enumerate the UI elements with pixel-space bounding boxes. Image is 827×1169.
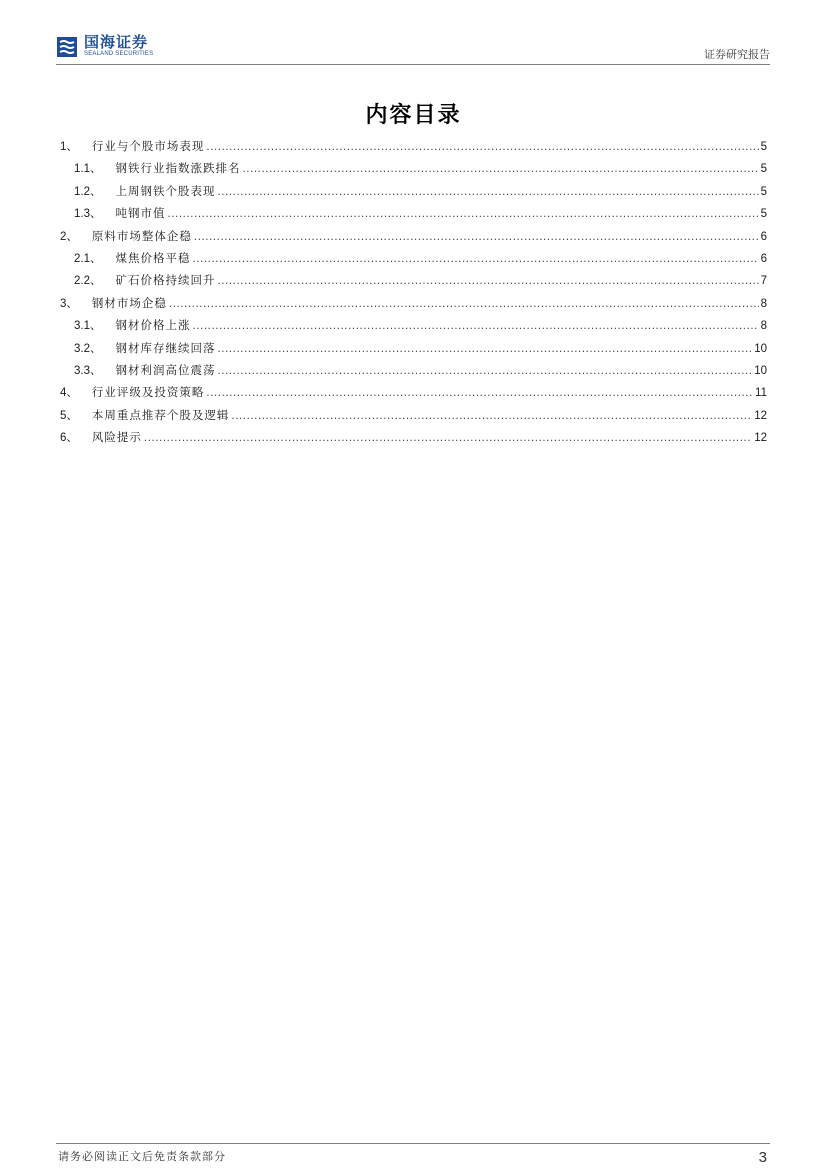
toc-entry-page: 12 [754, 409, 767, 422]
toc-entry[interactable] [60, 183, 767, 205]
table-of-contents [60, 138, 767, 451]
toc-entry-number: 1、 [60, 141, 78, 153]
toc-entry-number: 3、 [60, 297, 78, 310]
toc-entry-label: 矿石价格持续回升 [115, 273, 216, 288]
toc-entry-label: 钢材利润高位震荡 [115, 362, 216, 377]
toc-entry-label: 钢铁行业指数涨跌排名 [115, 161, 241, 176]
page-number: 3 [758, 1149, 767, 1166]
toc-entry[interactable] [60, 295, 767, 317]
logo-chinese-name: 国海证券 [84, 33, 149, 51]
toc-title: 内容目录 [365, 103, 462, 128]
toc-entry[interactable] [60, 384, 767, 406]
footer-divider [56, 1143, 770, 1144]
toc-entry-number: 2.1、 [74, 252, 102, 265]
toc-dot-leader [218, 186, 759, 198]
toc-entry-label: 本周重点推荐个股及逻辑 [91, 407, 230, 422]
toc-entry[interactable] [60, 317, 767, 339]
toc-entry-page: 6 [760, 252, 767, 265]
toc-dot-leader [206, 141, 758, 153]
toc-entry-page: 7 [760, 275, 767, 288]
logo-english-name: SEALAND SECURITIES [84, 51, 154, 57]
toc-entry[interactable] [60, 340, 767, 362]
toc-entry-page: 11 [755, 387, 767, 400]
toc-entry-page: 5 [760, 163, 767, 176]
toc-dot-leader [218, 365, 753, 377]
report-type-label: 证券研究报告 [704, 48, 770, 61]
toc-entry-number: 2、 [60, 230, 78, 243]
toc-dot-leader [168, 208, 759, 220]
toc-dot-leader [206, 387, 753, 399]
toc-entry-label: 风险提示 [91, 430, 142, 445]
company-logo [56, 34, 153, 62]
toc-dot-leader [231, 410, 752, 422]
toc-entry-page: 5 [760, 208, 767, 221]
toc-entry[interactable] [60, 205, 767, 227]
toc-dot-leader [169, 298, 759, 310]
toc-entry[interactable] [60, 362, 767, 384]
toc-entry-number: 1.3、 [74, 208, 102, 221]
toc-entry-page: 6 [760, 230, 767, 243]
toc-dot-leader [194, 231, 759, 243]
toc-entry-number: 3.1、 [74, 320, 102, 333]
toc-entry[interactable] [60, 272, 767, 294]
toc-entry-number: 5、 [60, 409, 78, 422]
toc-entry-page: 5 [760, 185, 767, 198]
toc-entry-number: 3.2、 [74, 342, 102, 355]
toc-entry-label: 行业与个股市场表现 [91, 139, 205, 153]
toc-entry[interactable] [60, 250, 767, 272]
toc-entry-label: 钢材价格上涨 [115, 318, 191, 333]
toc-entry-page: 8 [760, 320, 767, 333]
toc-entry-number: 1.2、 [74, 185, 102, 198]
toc-dot-leader [193, 253, 759, 265]
toc-dot-leader [144, 432, 752, 444]
toc-dot-leader [243, 163, 759, 175]
toc-entry-number: 2.2、 [74, 275, 102, 288]
toc-entry-label: 钢材市场企稳 [91, 295, 167, 310]
toc-entry-label: 吨钢市值 [115, 206, 166, 221]
toc-entry-page: 10 [754, 364, 767, 377]
toc-entry-label: 上周钢铁个股表现 [115, 183, 216, 198]
toc-entry-page: 10 [754, 342, 767, 355]
toc-entry-number: 4、 [60, 387, 78, 400]
toc-entry-number: 6、 [60, 432, 78, 445]
toc-dot-leader [218, 343, 753, 355]
toc-entry[interactable] [60, 407, 767, 429]
toc-entry-page: 8 [760, 297, 767, 310]
toc-entry-label: 行业评级及投资策略 [91, 385, 205, 400]
toc-entry-number: 1.1、 [74, 163, 102, 176]
toc-entry[interactable] [60, 138, 767, 160]
sealand-logo-icon [56, 36, 78, 58]
toc-entry[interactable] [60, 228, 767, 250]
toc-entry-label: 钢材库存继续回落 [115, 340, 216, 355]
toc-entry-page: 5 [760, 141, 767, 153]
toc-dot-leader [193, 320, 759, 332]
header-divider [56, 64, 770, 65]
page-header [56, 34, 770, 64]
toc-entry-label: 煤焦价格平稳 [115, 250, 191, 265]
disclaimer-note: 请务必阅读正文后免责条款部分 [58, 1150, 226, 1163]
toc-dot-leader [218, 275, 759, 287]
toc-entry-page: 12 [754, 432, 767, 445]
toc-entry[interactable] [60, 429, 767, 451]
toc-entry[interactable] [60, 160, 767, 182]
toc-entry-label: 原料市场整体企稳 [91, 228, 192, 243]
toc-entry-number: 3.3、 [74, 364, 102, 377]
